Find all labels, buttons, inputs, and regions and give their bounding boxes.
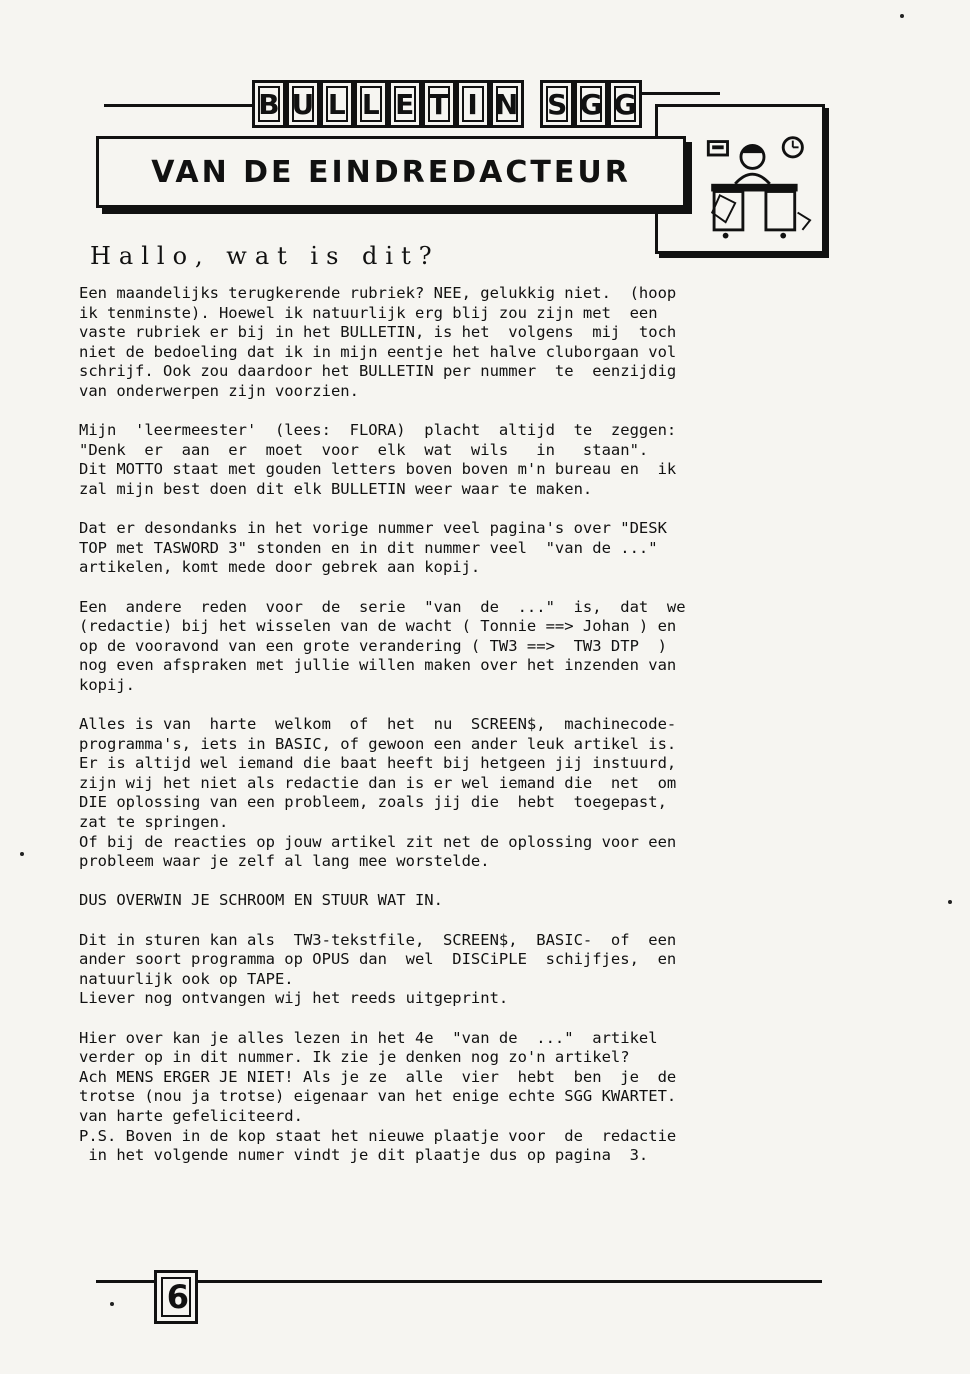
- body-line: verder op in dit nummer. Ik zie je denken nog zo'n artikel?: [79, 1048, 630, 1067]
- body-line: van onderwerpen zijn voorzien.: [79, 381, 359, 400]
- body-line: van harte gefeliciteerd.: [79, 1106, 303, 1125]
- body-line: nog even afspraken met jullie willen maken over het inzenden van: [79, 656, 677, 675]
- body-line: Een andere reden voor de serie "van de ..." is, dat we: [79, 597, 686, 616]
- section-title: VAN DE EINDREDACTEUR: [151, 154, 631, 190]
- body-line: DUS OVERWIN JE SCHROOM EN STUUR WAT IN.: [79, 891, 443, 910]
- body-line: zijn wij het niet als redactie dan is er wel iemand die net om: [79, 773, 677, 792]
- body-line: schrijf. Ook zou daardoor het BULLETIN per nummer te eenzijdig: [79, 362, 677, 381]
- body-line: artikelen, komt mede door gebrek aan kopij.: [79, 558, 481, 577]
- masthead-letter: T: [422, 80, 456, 128]
- body-line: zat te springen.: [79, 813, 229, 832]
- body-line: (redactie) bij het wisselen van de wacht ( Tonnie ==> Johan ) en: [79, 617, 677, 636]
- masthead: [252, 80, 642, 132]
- body-line: Dit MOTTO staat met gouden letters boven boven m'n bureau en ik: [79, 460, 677, 479]
- top-rule-right: [640, 92, 720, 95]
- body-line: programma's, iets in BASIC, of gewoon een ander leuk artikel is.: [79, 734, 677, 753]
- body-line: probleem waar je zelf al lang mee worstelde.: [79, 852, 490, 871]
- body-line: "Denk er aan er moet voor elk wat wils in staan".: [79, 440, 649, 459]
- article-subtitle: Hallo, wat is dit?: [90, 242, 440, 270]
- body-line: DIE oplossing van een probleem, zoals jij die hebt toegepast,: [79, 793, 667, 812]
- scan-speck: [110, 1302, 114, 1306]
- body-line: Ach MENS ERGER JE NIET! Als je ze alle vier hebt ben je de: [79, 1067, 677, 1086]
- body-line: Dat er desondanks in het vorige nummer veel pagina's over "DESK: [79, 519, 667, 538]
- body-line: in het volgende numer vindt je dit plaatje dus op pagina 3.: [79, 1146, 649, 1165]
- top-rule-left: [104, 104, 254, 107]
- scan-speck: [20, 852, 24, 856]
- section-header: [96, 136, 686, 208]
- masthead-letter: L: [320, 80, 354, 128]
- body-line: P.S. Boven in de kop staat het nieuwe plaatje voor de redactie: [79, 1126, 677, 1145]
- bottom-rule-left: [96, 1280, 156, 1283]
- masthead-letter: S: [540, 80, 574, 128]
- body-line: Liever nog ontvangen wij het reeds uitgeprint.: [79, 989, 509, 1008]
- page-number-box: [154, 1270, 198, 1324]
- masthead-letter: E: [388, 80, 422, 128]
- masthead-letter: B: [252, 80, 286, 128]
- masthead-letter: L: [354, 80, 388, 128]
- body-line: Alles is van harte welkom of het nu SCREEN$, machinecode-: [79, 715, 677, 734]
- body-line: Of bij de reacties op jouw artikel zit net de oplossing voor een: [79, 832, 677, 851]
- bottom-rule-right: [196, 1280, 822, 1283]
- body-line: natuurlijk ook op TAPE.: [79, 969, 294, 988]
- body-line: Mijn 'leermeester' (lees: FLORA) placht altijd te zeggen:: [79, 421, 677, 440]
- article-body: [79, 284, 823, 1166]
- body-line: op de vooravond van een grote verandering ( TW3 ==> TW3 DTP ): [79, 636, 667, 655]
- body-line: Dit in sturen kan als TW3-tekstfile, SCREEN$, BASIC- of een: [79, 930, 677, 949]
- scan-speck: [900, 14, 904, 18]
- body-line: zal mijn best doen dit elk BULLETIN weer waar te maken.: [79, 479, 593, 498]
- masthead-letter: G: [608, 80, 642, 128]
- body-line: ander soort programma op OPUS dan wel DISCiPLE schijfjes, en: [79, 950, 677, 969]
- body-line: trotse (nou ja trotse) eigenaar van het enige echte SGG KWARTET.: [79, 1087, 677, 1106]
- body-line: Een maandelijks terugkerende rubriek? NEE, gelukkig niet. (hoop: [79, 284, 677, 302]
- body-line: kopij.: [79, 675, 135, 694]
- masthead-letter: G: [574, 80, 608, 128]
- body-line: TOP met TASWORD 3" stonden en in dit nummer veel "van de ...": [79, 538, 658, 557]
- scan-speck: [948, 900, 952, 904]
- body-line: Hier over kan je alles lezen in het 4e "van de ..." artikel: [79, 1028, 658, 1047]
- masthead-letter: N: [490, 80, 524, 128]
- body-line: Er is altijd wel iemand die baat heeft bij hetgeen jij instuurd,: [79, 754, 677, 773]
- body-line: ik tenminste). Hoewel ik natuurlijk erg blij zou zijn met een: [79, 303, 658, 322]
- masthead-letter: I: [456, 80, 490, 128]
- body-line: niet de bedoeling dat ik in mijn eentje het halve cluborgaan vol: [79, 342, 677, 361]
- page-number: 6: [166, 1278, 189, 1316]
- masthead-letter: U: [286, 80, 320, 128]
- body-line: vaste rubriek er bij in het BULLETIN, is het volgens mij toch: [79, 323, 677, 342]
